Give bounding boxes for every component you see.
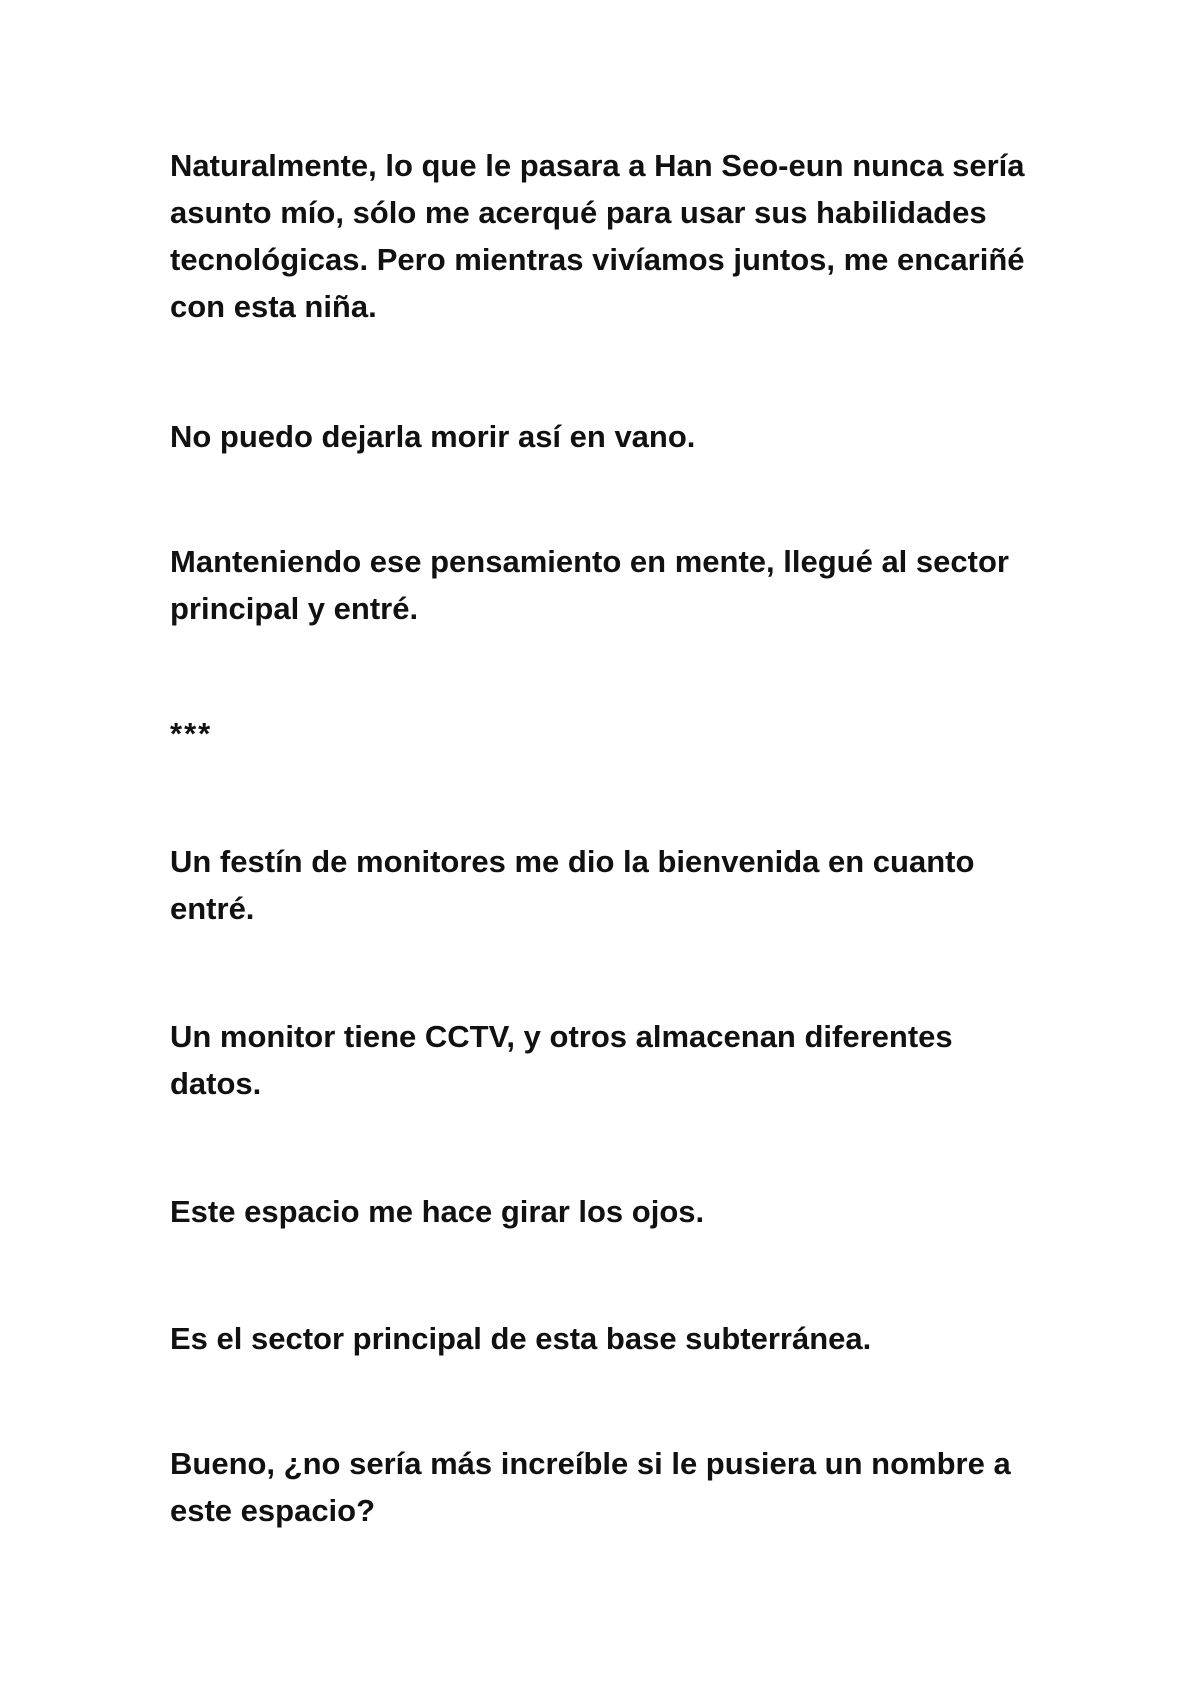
scene-break: *** (170, 716, 213, 751)
paragraph-2: No puedo dejarla morir así en vano. (170, 419, 696, 454)
paragraph-9: Bueno, ¿no sería más increíble si le pusiera un nombre a este espacio? (170, 1446, 1011, 1528)
paragraph-7: Este espacio me hace girar los ojos. (170, 1194, 705, 1229)
paragraph-8: Es el sector principal de esta base subterránea. (170, 1321, 872, 1356)
paragraph-5: Un festín de monitores me dio la bienvenida en cuanto entré. (170, 844, 975, 926)
paragraph-3: Manteniendo ese pensamiento en mente, llegué al sector principal y entré. (170, 544, 1009, 626)
paragraph-1: Naturalmente, lo que le pasara a Han Seo-eun nunca sería asunto mío, sólo me acerqué para usar sus habilidades tecnológicas. Pero mientras vivíamos juntos, me encariñé con esta niña. (170, 148, 1025, 324)
paragraph-6: Un monitor tiene CCTV, y otros almacenan diferentes datos. (170, 1019, 953, 1101)
